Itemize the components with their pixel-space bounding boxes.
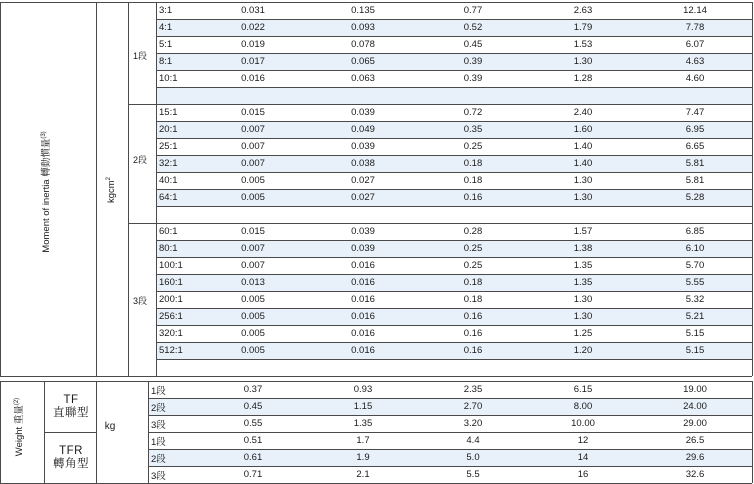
value-cell: 1.30: [573, 56, 593, 67]
value-cell: 16: [577, 469, 589, 480]
table-row: [156, 342, 752, 359]
value-cell: 0.18: [463, 158, 483, 169]
grid-hline: [128, 223, 752, 224]
value-cell: 0.007: [241, 243, 265, 254]
value-cell: 0.065: [351, 56, 375, 67]
table-row: [156, 206, 752, 223]
row-label-cell: 3段: [151, 419, 166, 431]
value-cell: 5.15: [685, 328, 705, 339]
grid-hline: [156, 257, 752, 258]
row-label-cell: [156, 359, 201, 376]
row-label-cell: 1段: [151, 436, 166, 448]
value-cell: 6.07: [685, 39, 705, 50]
grid-vline: [0, 2, 1, 376]
value-cell: 0.71: [243, 469, 263, 480]
value-cell: 0.16: [463, 192, 483, 203]
value-cell: 2.70: [463, 401, 483, 412]
value-cell: 0.093: [351, 22, 375, 33]
value-cell: 0.049: [351, 124, 375, 135]
value-cell: 0.016: [351, 277, 375, 288]
value-cell: 0.016: [351, 328, 375, 339]
grid-hline: [148, 415, 752, 416]
value-cell: 2.35: [463, 384, 483, 395]
table-row: [148, 381, 752, 398]
row-label-cell: [156, 206, 201, 223]
value-cell: 1.7: [356, 435, 370, 446]
grid-hline: [156, 308, 752, 309]
value-cell: 1.9: [356, 452, 370, 463]
value-cell: [528, 206, 638, 223]
row-label-cell: 15:1: [159, 107, 178, 118]
value-cell: 14: [577, 452, 589, 463]
value-cell: 2.1: [356, 469, 370, 480]
value-cell: [528, 359, 638, 376]
value-cell: 0.16: [463, 328, 483, 339]
grid-hline: [0, 376, 752, 377]
type-code: TF: [63, 393, 79, 406]
value-cell: 5.55: [685, 277, 705, 288]
value-cell: 0.35: [463, 124, 483, 135]
row-label-cell: 80:1: [159, 243, 178, 254]
value-cell: 0.015: [241, 226, 265, 237]
weight-label-sup: (2): [13, 397, 20, 406]
value-cell: 0.016: [241, 73, 265, 84]
type-label-tf: [46, 394, 96, 420]
type-label-tfr: [46, 445, 96, 471]
value-cell: 7.78: [685, 22, 705, 33]
value-cell: 4.63: [685, 56, 705, 67]
value-cell: 5.5: [466, 469, 480, 480]
value-cell: 1.20: [573, 345, 593, 356]
value-cell: 0.031: [241, 5, 265, 16]
value-cell: [308, 359, 418, 376]
value-cell: 0.25: [463, 243, 483, 254]
value-cell: 0.51: [243, 435, 263, 446]
grid-hline: [156, 240, 752, 241]
value-cell: 0.16: [463, 345, 483, 356]
grid-hline: [148, 449, 752, 450]
value-cell: 0.016: [351, 345, 375, 356]
value-cell: 0.18: [463, 175, 483, 186]
grid-hline: [0, 381, 752, 382]
table-row: [156, 87, 752, 104]
value-cell: 0.93: [353, 384, 373, 395]
value-cell: 0.007: [241, 124, 265, 135]
value-cell: 26.5: [685, 435, 705, 446]
grid-hline: [128, 104, 752, 105]
value-cell: 1.28: [573, 73, 593, 84]
row-label-cell: [156, 87, 201, 104]
value-cell: 29.00: [683, 418, 707, 429]
row-label-cell: 5:1: [159, 39, 173, 50]
value-cell: 3.20: [463, 418, 483, 429]
grid-hline: [156, 206, 752, 207]
grid-vline: [44, 381, 45, 483]
value-cell: 0.016: [351, 260, 375, 271]
value-cell: 0.039: [351, 243, 375, 254]
value-cell: 0.45: [463, 39, 483, 50]
row-label-cell: 1段: [151, 385, 166, 397]
table-row: [156, 291, 752, 308]
value-cell: 0.013: [241, 277, 265, 288]
table-row: [156, 257, 752, 274]
grid-vline: [752, 2, 753, 376]
value-cell: 0.61: [243, 452, 263, 463]
value-cell: 0.18: [463, 277, 483, 288]
row-label-cell: 3段: [151, 470, 166, 482]
table-row: [148, 398, 752, 415]
grid-hline: [156, 70, 752, 71]
row-label-cell: 64:1: [159, 192, 178, 203]
value-cell: 1.60: [573, 124, 593, 135]
value-cell: 8.00: [573, 401, 593, 412]
value-cell: 1.35: [573, 277, 593, 288]
row-label-cell: 10:1: [159, 73, 178, 84]
grid-vline: [148, 381, 149, 483]
table-row: [156, 36, 752, 53]
grid-vline: [96, 381, 97, 483]
type-code: TFR: [59, 444, 83, 457]
value-cell: [308, 206, 418, 223]
value-cell: 0.005: [241, 192, 265, 203]
grid-vline: [0, 381, 1, 483]
grid-hline: [156, 53, 752, 54]
grid-hline: [148, 466, 752, 467]
value-cell: [638, 206, 752, 223]
value-cell: 0.77: [463, 5, 483, 16]
value-cell: [528, 87, 638, 104]
table-row: [148, 449, 752, 466]
grid-hline: [0, 2, 752, 3]
value-cell: 1.15: [353, 401, 373, 412]
value-cell: 19.00: [683, 384, 707, 395]
stage-label-3: 3段: [133, 296, 148, 306]
row-label-cell: 100:1: [159, 260, 183, 271]
value-cell: 1.40: [573, 158, 593, 169]
grid-hline: [156, 155, 752, 156]
weight-unit: [95, 421, 125, 432]
row-label-cell: 20:1: [159, 124, 178, 135]
weight-label: [11, 387, 25, 467]
value-cell: 0.25: [463, 141, 483, 152]
value-cell: 0.015: [241, 107, 265, 118]
value-cell: 5.70: [685, 260, 705, 271]
inertia-unit-text: kgcm: [106, 180, 118, 204]
grid-hline: [156, 121, 752, 122]
inertia-label-text: Moment of inertia 轉動慣量: [41, 138, 52, 253]
value-cell: 12.14: [683, 5, 707, 16]
value-cell: 5.28: [685, 192, 705, 203]
table-row: [156, 308, 752, 325]
value-cell: 1.30: [573, 192, 593, 203]
grid-hline: [156, 342, 752, 343]
value-cell: 1.38: [573, 243, 593, 254]
grid-hline: [156, 274, 752, 275]
grid-vline: [156, 2, 157, 376]
grid-hline: [156, 189, 752, 190]
value-cell: 5.21: [685, 311, 705, 322]
value-cell: 0.039: [351, 141, 375, 152]
value-cell: 12: [577, 435, 589, 446]
inertia-unit: [106, 165, 120, 215]
table-row: [156, 325, 752, 342]
row-label-cell: 2段: [151, 402, 166, 414]
table-row: [156, 138, 752, 155]
value-cell: 1.30: [573, 175, 593, 186]
value-cell: 0.016: [351, 311, 375, 322]
stage-label-1: 1段: [133, 51, 148, 61]
row-label-cell: 4:1: [159, 22, 173, 33]
value-cell: 2.63: [573, 5, 593, 16]
value-cell: 1.30: [573, 311, 593, 322]
value-cell: 2.40: [573, 107, 593, 118]
value-cell: 1.79: [573, 22, 593, 33]
value-cell: 4.60: [685, 73, 705, 84]
value-cell: 0.005: [241, 328, 265, 339]
value-cell: 1.30: [573, 294, 593, 305]
value-cell: 0.25: [463, 260, 483, 271]
table-row: [156, 104, 752, 121]
value-cell: 0.063: [351, 73, 375, 84]
row-label-cell: 2段: [151, 453, 166, 465]
value-cell: 0.078: [351, 39, 375, 50]
value-cell: 0.007: [241, 158, 265, 169]
table-row: [148, 432, 752, 449]
grid-hline: [156, 359, 752, 360]
stage-label-2: 2段: [133, 155, 148, 165]
value-cell: 7.47: [685, 107, 705, 118]
value-cell: 0.005: [241, 345, 265, 356]
value-cell: 0.005: [241, 311, 265, 322]
value-cell: 0.019: [241, 39, 265, 50]
inertia-unit-sup: 2: [106, 176, 112, 181]
table-row: [156, 70, 752, 87]
value-cell: [418, 359, 528, 376]
row-label-cell: 256:1: [159, 311, 183, 322]
value-cell: [638, 87, 752, 104]
value-cell: 1.57: [573, 226, 593, 237]
value-cell: 1.25: [573, 328, 593, 339]
value-cell: 1.35: [573, 260, 593, 271]
value-cell: 4.4: [466, 435, 480, 446]
grid-hline: [44, 432, 96, 433]
grid-hline: [156, 138, 752, 139]
value-cell: 24.00: [683, 401, 707, 412]
value-cell: 0.37: [243, 384, 263, 395]
value-cell: 6.10: [685, 243, 705, 254]
grid-hline: [156, 325, 752, 326]
row-label-cell: 320:1: [159, 328, 183, 339]
value-cell: 1.35: [353, 418, 373, 429]
value-cell: 6.95: [685, 124, 705, 135]
value-cell: 5.0: [466, 452, 480, 463]
value-cell: 5.81: [685, 158, 705, 169]
value-cell: [198, 87, 308, 104]
table-row: [156, 121, 752, 138]
value-cell: 0.016: [351, 294, 375, 305]
row-label-cell: 160:1: [159, 277, 183, 288]
value-cell: 29.6: [685, 452, 705, 463]
grid-hline: [148, 398, 752, 399]
value-cell: 1.53: [573, 39, 593, 50]
table-row: [148, 415, 752, 432]
table-row: [156, 240, 752, 257]
value-cell: [418, 206, 528, 223]
row-label-cell: 8:1: [159, 56, 173, 67]
value-cell: [418, 87, 528, 104]
row-label-cell: 25:1: [159, 141, 178, 152]
grid-vline: [96, 2, 97, 376]
row-label-cell: 200:1: [159, 294, 183, 305]
value-cell: 5.81: [685, 175, 705, 186]
value-cell: 0.005: [241, 294, 265, 305]
grid-hline: [156, 172, 752, 173]
table-row: [156, 2, 752, 19]
value-cell: 6.65: [685, 141, 705, 152]
value-cell: 5.32: [685, 294, 705, 305]
value-cell: 0.52: [463, 22, 483, 33]
weight-unit-text: kg: [104, 421, 116, 432]
row-label-cell: 32:1: [159, 158, 178, 169]
grid-hline: [156, 19, 752, 20]
table-row: [156, 223, 752, 240]
value-cell: 5.15: [685, 345, 705, 356]
value-cell: 32.6: [685, 469, 705, 480]
table-row: [156, 189, 752, 206]
row-label-cell: 60:1: [159, 226, 178, 237]
inertia-label: [38, 92, 52, 292]
grid-vline: [752, 381, 753, 483]
value-cell: [198, 359, 308, 376]
value-cell: 1.40: [573, 141, 593, 152]
value-cell: 6.15: [573, 384, 593, 395]
value-cell: 6.85: [685, 226, 705, 237]
value-cell: [638, 359, 752, 376]
table-row: [156, 53, 752, 70]
table-row: [156, 172, 752, 189]
value-cell: 0.135: [351, 5, 375, 16]
table-row: [156, 19, 752, 36]
table-row: [156, 274, 752, 291]
grid-vline: [128, 2, 129, 376]
table-row: [148, 466, 752, 483]
type-name: 轉角型: [53, 457, 89, 470]
value-cell: 0.18: [463, 294, 483, 305]
value-cell: 0.55: [243, 418, 263, 429]
value-cell: 0.027: [351, 192, 375, 203]
value-cell: 0.007: [241, 141, 265, 152]
row-label-cell: 40:1: [159, 175, 178, 186]
row-label-cell: 3:1: [159, 5, 173, 16]
value-cell: 0.72: [463, 107, 483, 118]
value-cell: 0.017: [241, 56, 265, 67]
value-cell: 10.00: [571, 418, 595, 429]
grid-hline: [156, 87, 752, 88]
value-cell: 0.005: [241, 175, 265, 186]
table-row: [156, 359, 752, 376]
value-cell: 0.39: [463, 56, 483, 67]
value-cell: 0.038: [351, 158, 375, 169]
value-cell: [308, 87, 418, 104]
grid-hline: [148, 432, 752, 433]
value-cell: 0.039: [351, 226, 375, 237]
value-cell: 0.007: [241, 260, 265, 271]
table-row: [156, 155, 752, 172]
value-cell: 0.39: [463, 73, 483, 84]
weight-label-text: Weight 重量: [14, 405, 25, 457]
grid-hline: [156, 36, 752, 37]
row-label-cell: 512:1: [159, 345, 183, 356]
value-cell: 0.28: [463, 226, 483, 237]
value-cell: 0.027: [351, 175, 375, 186]
value-cell: 0.16: [463, 311, 483, 322]
value-cell: 0.022: [241, 22, 265, 33]
value-cell: 0.45: [243, 401, 263, 412]
grid-hline: [156, 291, 752, 292]
value-cell: 0.039: [351, 107, 375, 118]
value-cell: [198, 206, 308, 223]
type-name: 直聯型: [53, 406, 89, 419]
inertia-label-sup: (3): [40, 131, 47, 139]
